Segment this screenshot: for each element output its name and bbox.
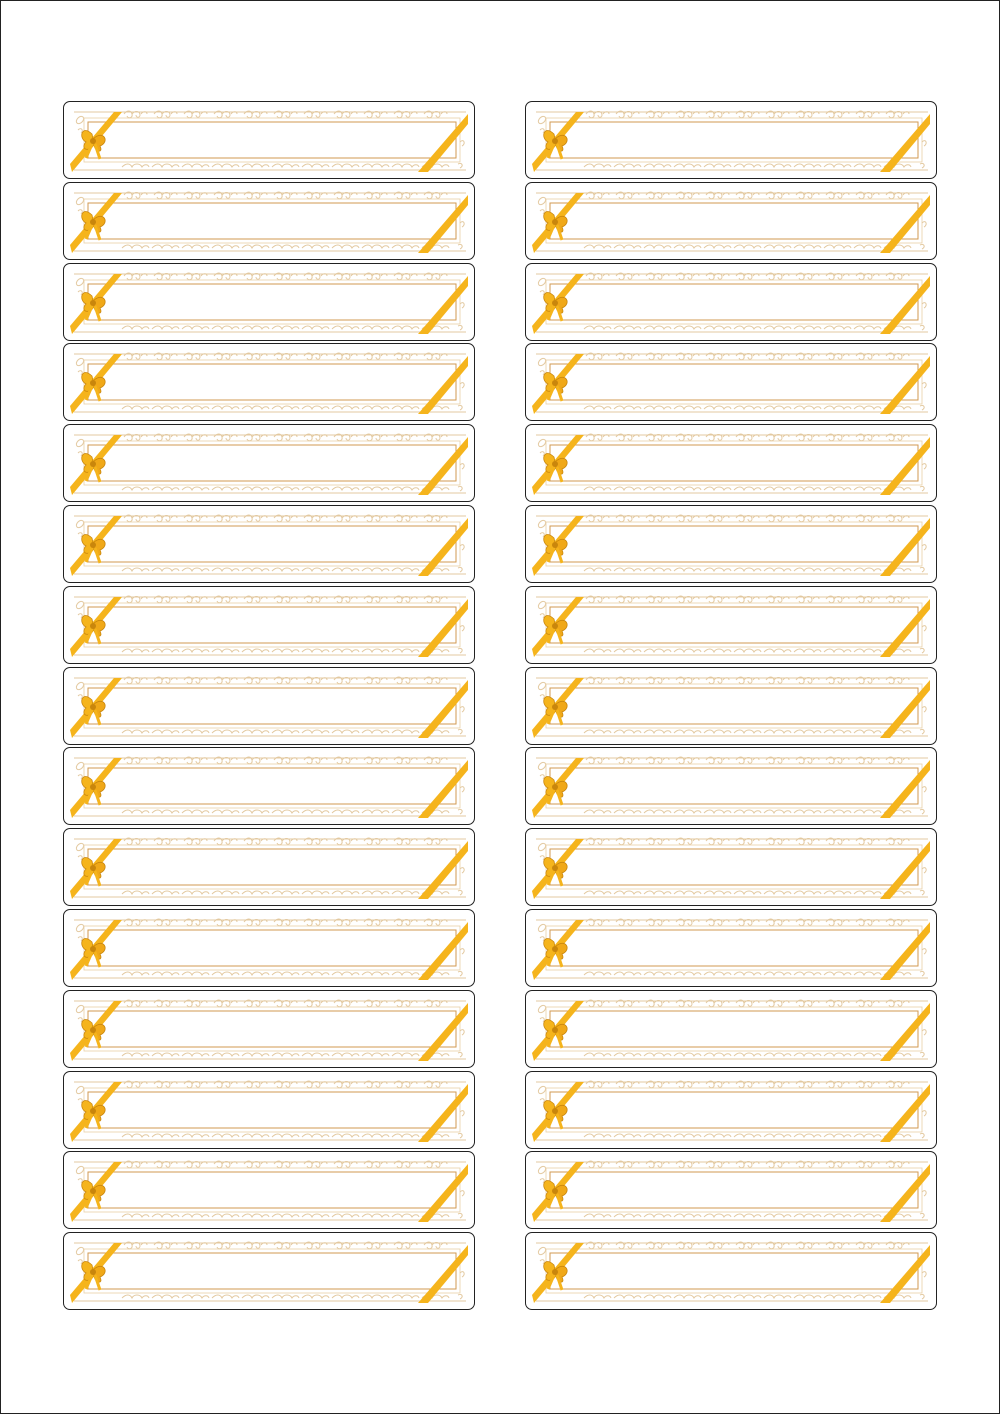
label-cell	[525, 747, 937, 825]
label-cell	[525, 424, 937, 502]
ribbon-bow-icon	[526, 587, 937, 664]
ribbon-bow-icon	[64, 506, 475, 583]
label-cell	[525, 990, 937, 1068]
label-cell	[63, 667, 475, 745]
label-cell	[63, 1232, 475, 1310]
ribbon-bow-icon	[64, 748, 475, 825]
ribbon-bow-icon	[64, 1152, 475, 1229]
ribbon-bow-icon	[526, 1233, 937, 1310]
ribbon-bow-icon	[526, 748, 937, 825]
label-cell	[63, 424, 475, 502]
label-cell	[63, 747, 475, 825]
ribbon-bow-icon	[64, 264, 475, 341]
ribbon-bow-icon	[64, 102, 475, 179]
label-cell	[63, 990, 475, 1068]
label-cell	[63, 505, 475, 583]
label-cell	[525, 505, 937, 583]
label-cell	[63, 343, 475, 421]
ribbon-bow-icon	[526, 183, 937, 260]
ribbon-bow-icon	[64, 910, 475, 987]
label-cell	[63, 909, 475, 987]
label-cell	[63, 182, 475, 260]
label-cell	[525, 101, 937, 179]
label-cell	[525, 1151, 937, 1229]
label-cell	[63, 1151, 475, 1229]
label-cell	[525, 1232, 937, 1310]
label-cell	[63, 101, 475, 179]
ribbon-bow-icon	[64, 587, 475, 664]
label-cell	[525, 586, 937, 664]
label-cell	[525, 182, 937, 260]
ribbon-bow-icon	[526, 829, 937, 906]
label-cell	[63, 828, 475, 906]
ribbon-bow-icon	[526, 1152, 937, 1229]
ribbon-bow-icon	[64, 829, 475, 906]
ribbon-bow-icon	[64, 668, 475, 745]
ribbon-bow-icon	[64, 991, 475, 1068]
label-cell	[525, 667, 937, 745]
ribbon-bow-icon	[526, 344, 937, 421]
ribbon-bow-icon	[64, 1072, 475, 1149]
label-cell	[63, 263, 475, 341]
ribbon-bow-icon	[64, 183, 475, 260]
ribbon-bow-icon	[526, 506, 937, 583]
ribbon-bow-icon	[526, 425, 937, 502]
label-cell	[525, 263, 937, 341]
ribbon-bow-icon	[64, 425, 475, 502]
ribbon-bow-icon	[526, 264, 937, 341]
label-cell	[63, 586, 475, 664]
label-cell	[525, 909, 937, 987]
ribbon-bow-icon	[526, 991, 937, 1068]
ribbon-bow-icon	[64, 344, 475, 421]
ribbon-bow-icon	[526, 668, 937, 745]
label-cell	[525, 1071, 937, 1149]
ribbon-bow-icon	[526, 910, 937, 987]
ribbon-bow-icon	[526, 102, 937, 179]
label-cell	[63, 1071, 475, 1149]
ribbon-bow-icon	[64, 1233, 475, 1310]
label-cell	[525, 343, 937, 421]
label-cell	[525, 828, 937, 906]
ribbon-bow-icon	[526, 1072, 937, 1149]
